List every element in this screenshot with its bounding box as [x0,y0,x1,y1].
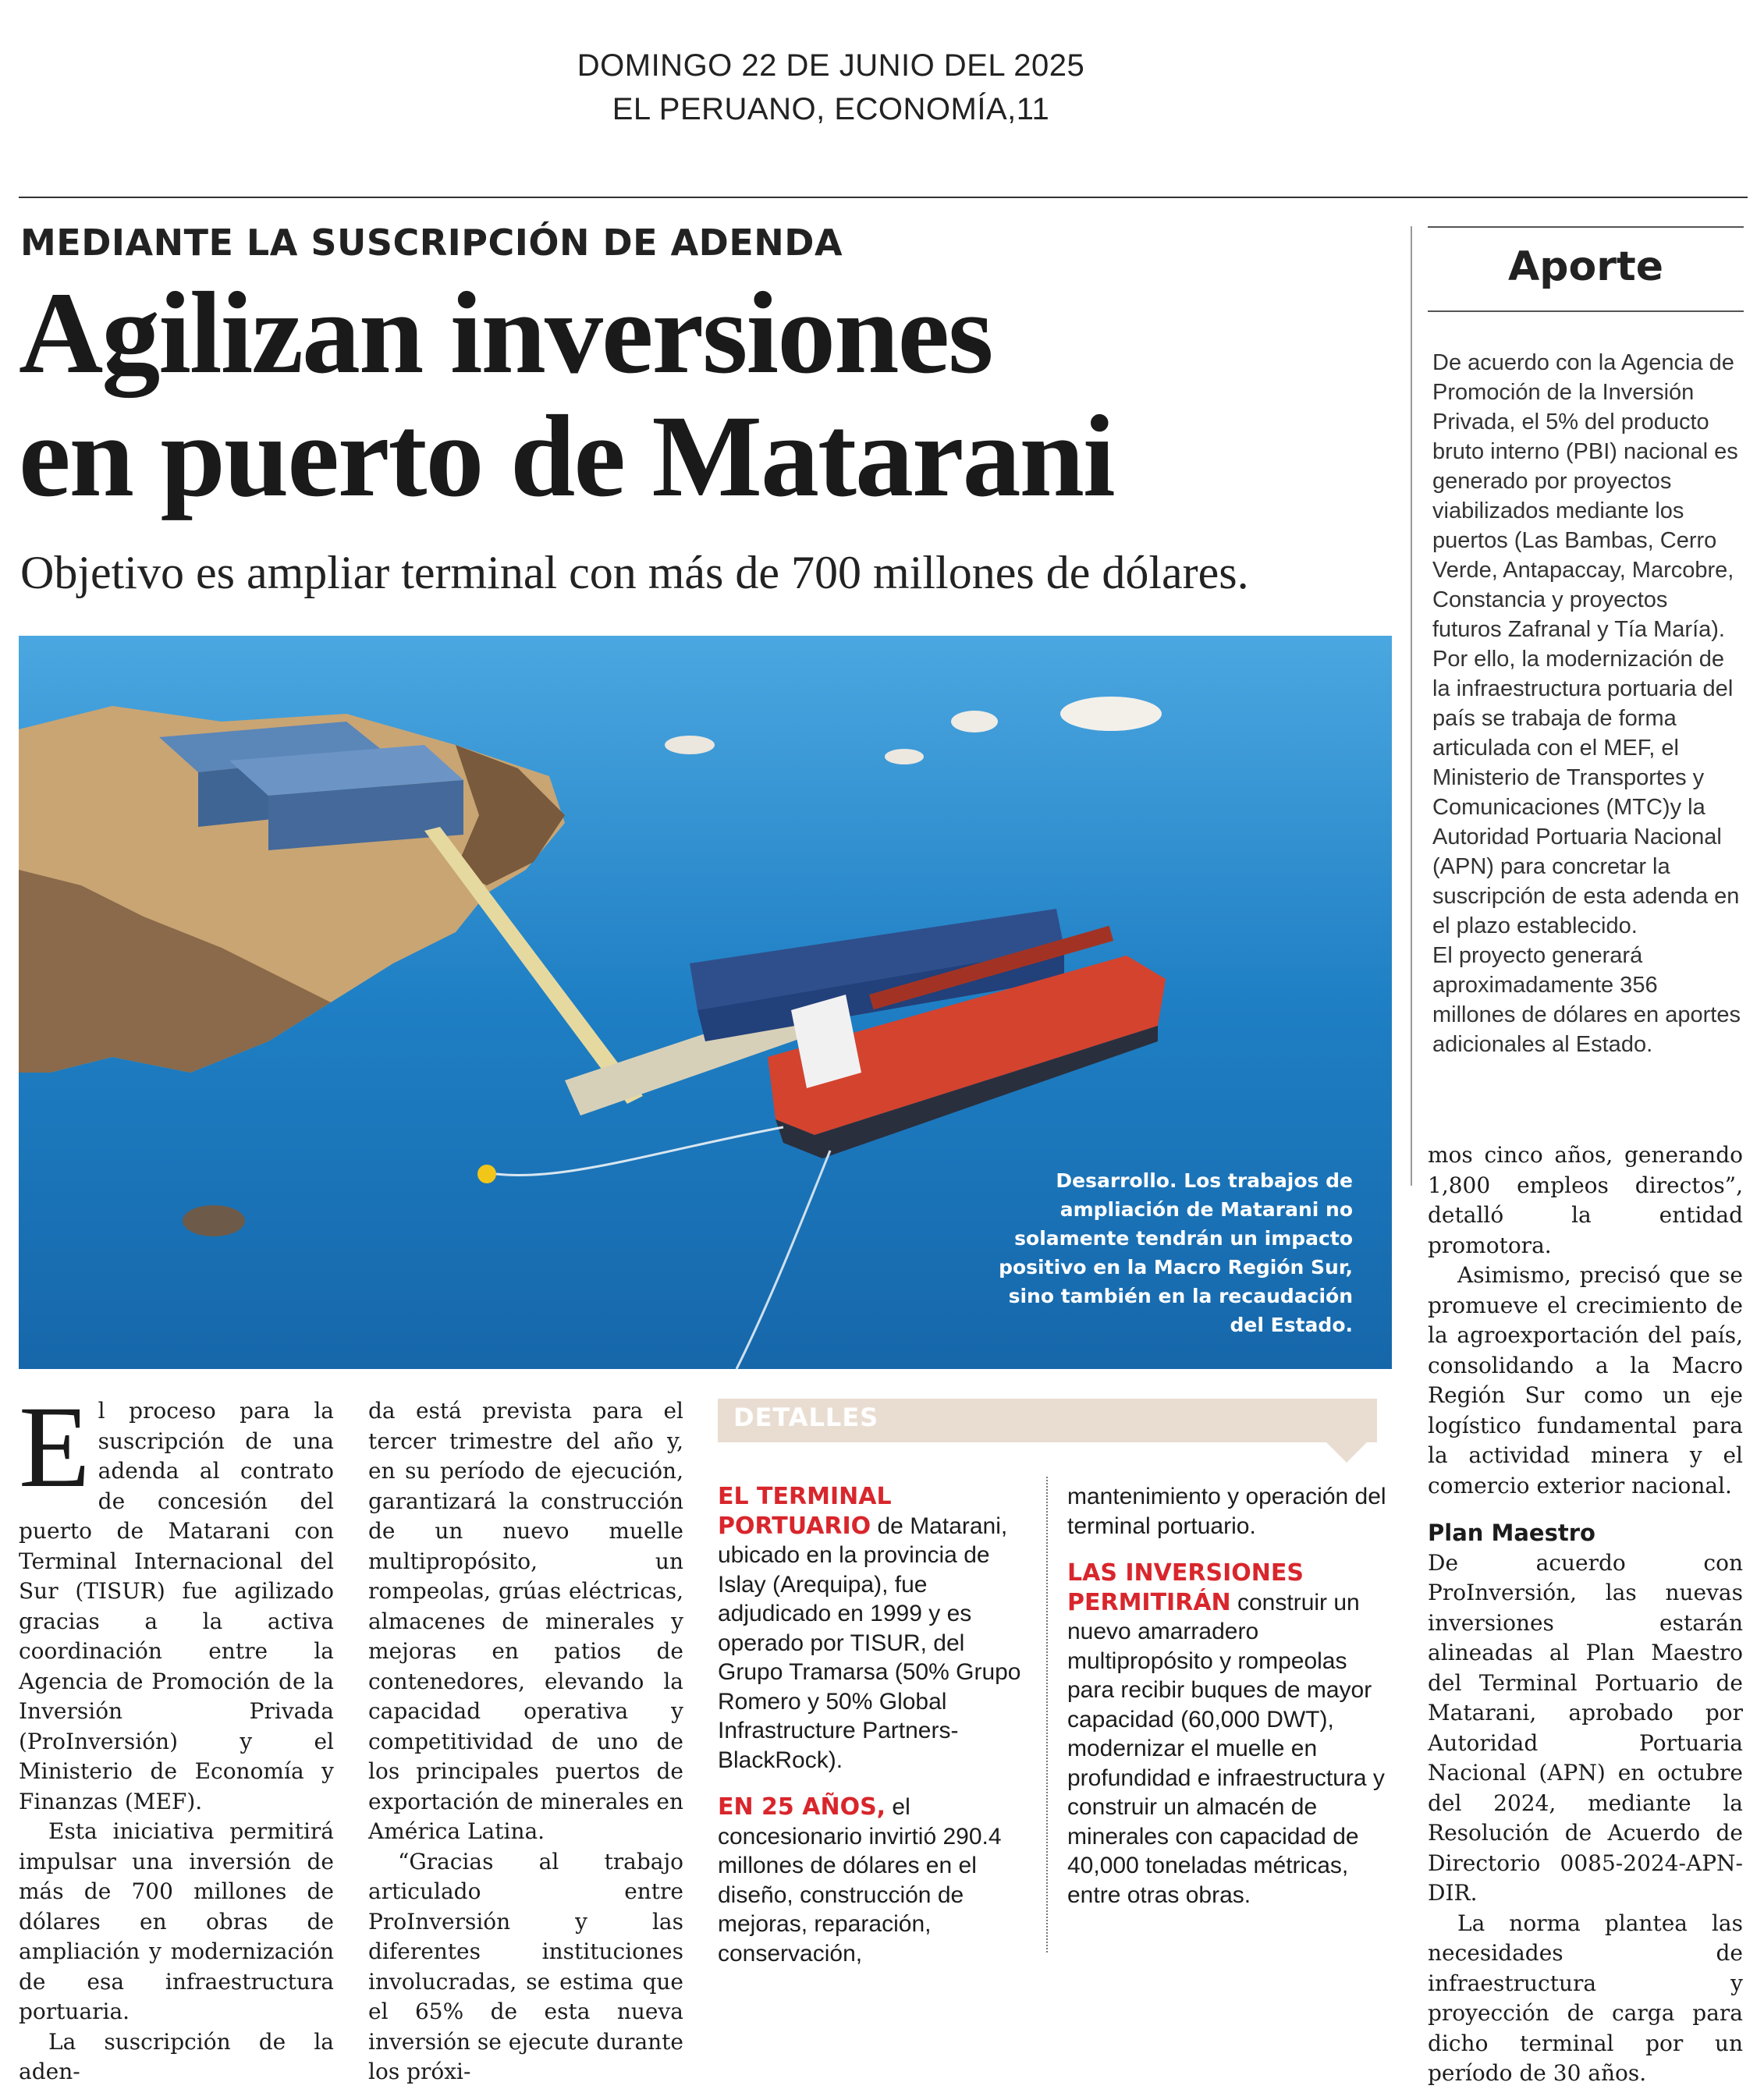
detalles-item-lead: EL TERMINAL PORTUARIO [718,1483,892,1540]
detalles-divider [1046,1477,1048,1952]
sidebar-divider [1411,226,1412,1186]
detalles-item [718,1482,1022,1775]
source-line: EL PERUANO, ECONOMÍA,11 [612,92,1050,126]
detalles-item-text: de Matarani, ubicado en la provincia de Islay (Arequipa), fue adjudicado en 1999 y es operado por TISUR, del Grupo Tramarsa (50% Grupo Romero y 50% Global Infrastructure Partners-BlackRock). [718,1513,1021,1773]
body-paragraph: mos cinco años, generando 1,800 empleos directos”, detalló la entidad promotora. [1428,1142,1743,1258]
headline-line-2: en puerto de Matarani [19,392,1114,521]
body-paragraph: l proceso para la suscripción de una adenda al contrato de concesión del puerto de Matarani con Terminal Internacional del Sur (TISUR) fue agilizado gracias a la activa coordinación entre la Agencia de Promoción de la Inversión Privada (ProInversión) y el Ministerio de Economía y Finanzas (MEF). [19,1398,334,1814]
detalles-column-2 [1067,1482,1387,1928]
sidebar-paragraph: De acuerdo con la Agencia de Promoción de la Inversión Privada, el 5% del producto bruto interno (PBI) nacional es generado por proyectos viabilizados mediante los puertos (Las Bambas, Cerro Verde, Antapaccay, Marcobre, Constancia y proyectos futuros Zafranal y Tía María). [1432,350,1738,642]
subhead-plan-maestro: Plan Maestro [1428,1520,1595,1546]
headline [19,268,1392,521]
detalles-item [1067,1559,1387,1910]
deck: Objetivo es ampliar terminal con más de 700 millones de dólares. [20,547,1249,598]
kicker: MEDIANTE LA SUSCRIPCIÓN DE ADENDA [20,222,843,264]
sidebar-paragraph: Por ello, la modernización de la infraestructura portuaria del país se trabaja de forma articulada con el MEF, el Ministerio de Transportes y Comunicaciones (MTC)y la Autoridad Portuaria Nacional (APN) para concretar la suscripción de esta adenda en el plazo establecido. [1432,647,1740,938]
body-paragraph: De acuerdo con ProInversión, las nuevas inversiones estarán alineadas al Plan Maestro del Terminal Portuario de Matarani, aprobado por Autoridad Portuaria Nacional (APN) en octubre del 2024, mediante la Resolución de Acuerdo de Directorio 0085-2024-APN-DIR. [1428,1549,1743,1906]
top-divider [19,197,1748,198]
detalles-column-1 [718,1482,1022,1986]
drop-cap: E [19,1382,91,1512]
detalles-item-text: el concesionario invirtió 290.4 millones de dólares en el diseño, construcción de mejoras, reparación, conservación, [718,1794,1002,1967]
sidebar-paragraph: El proyecto generará aproximadamente 356 millones de dólares en aportes adicionales al Estado. [1432,943,1741,1057]
detalles-notch [1326,1442,1367,1463]
detalles-item-lead: EN 25 AÑOS, [718,1793,886,1821]
sidebar-title: Aporte [1508,243,1663,290]
body-paragraph: Esta iniciativa permitirá impulsar una inversión de más de 700 millones de dólares en obras de ampliación y modernización de esa infraestructura portuaria. [19,1818,334,2024]
detalles-title: DETALLES [733,1403,879,1432]
sidebar-text [1432,348,1741,1059]
detalles-item-text: construir un nuevo amarradero multipropósito y rompeolas para recibir buques de mayor capacidad (60,000 DWT), modernizar el muelle en profundidad e infraestructura y construir un almacén de minerales con capacidad de 40,000 toneladas métricas, entre otras obras. [1067,1589,1385,1908]
sidebar-rule-top [1428,226,1744,228]
date-line: DOMINGO 22 DE JUNIO DEL 2025 [577,48,1085,83]
body-paragraph: Asimismo, precisó que se promueve el crecimiento de la agroexportación del país, consolidando a la Macro Región Sur como un eje logístico fundamental para la actividad minera y el comercio exterior nacional. [1428,1262,1743,1498]
body-paragraph: da está prevista para el tercer trimestre del año y, en su período de ejecución, garantizará la construcción de un nuevo muelle multipropósito, un rompeolas, grúas eléctricas, almacenes de minerales y mejoras en patios de contenedores, elevando la capacidad operativa y competitividad de uno de los principales puertos de exportación de minerales en América Latina. [368,1398,683,1844]
detalles-item-continued: mantenimiento y operación del terminal portuario. [1067,1484,1386,1539]
body-column-4 [1428,1140,1743,2089]
body-column-1 [19,1382,334,2087]
photo-caption [994,1166,1353,1339]
caption-lead: Desarrollo. [1056,1169,1177,1192]
sidebar-rule-mid [1428,310,1744,312]
page-header [0,44,1662,131]
caption-text: Los trabajos de ampliación de Matarani no solamente tendrán un impacto positivo en la Macro Región Sur, sino también en la recaudación del Estado. [999,1169,1353,1336]
port-photo [19,636,1392,1369]
detalles-item [718,1793,1022,1968]
body-paragraph: “Gracias al trabajo articulado entre ProInversión y las diferentes instituciones involucradas, se estima que el 65% de esta nueva inversión se ejecute durante los próxi- [368,1848,683,2084]
headline-line-1: Agilizan inversiones [19,268,992,398]
body-column-2 [368,1396,683,2087]
detalles-item-lead: LAS INVERSIONES PERMITIRÁN [1067,1559,1304,1616]
body-paragraph: La suscripción de la aden- [19,2028,334,2084]
body-paragraph: La norma plantea las necesidades de infraestructura y proyección de carga para dicho terminal por un período de 30 años. [1428,1910,1743,2086]
